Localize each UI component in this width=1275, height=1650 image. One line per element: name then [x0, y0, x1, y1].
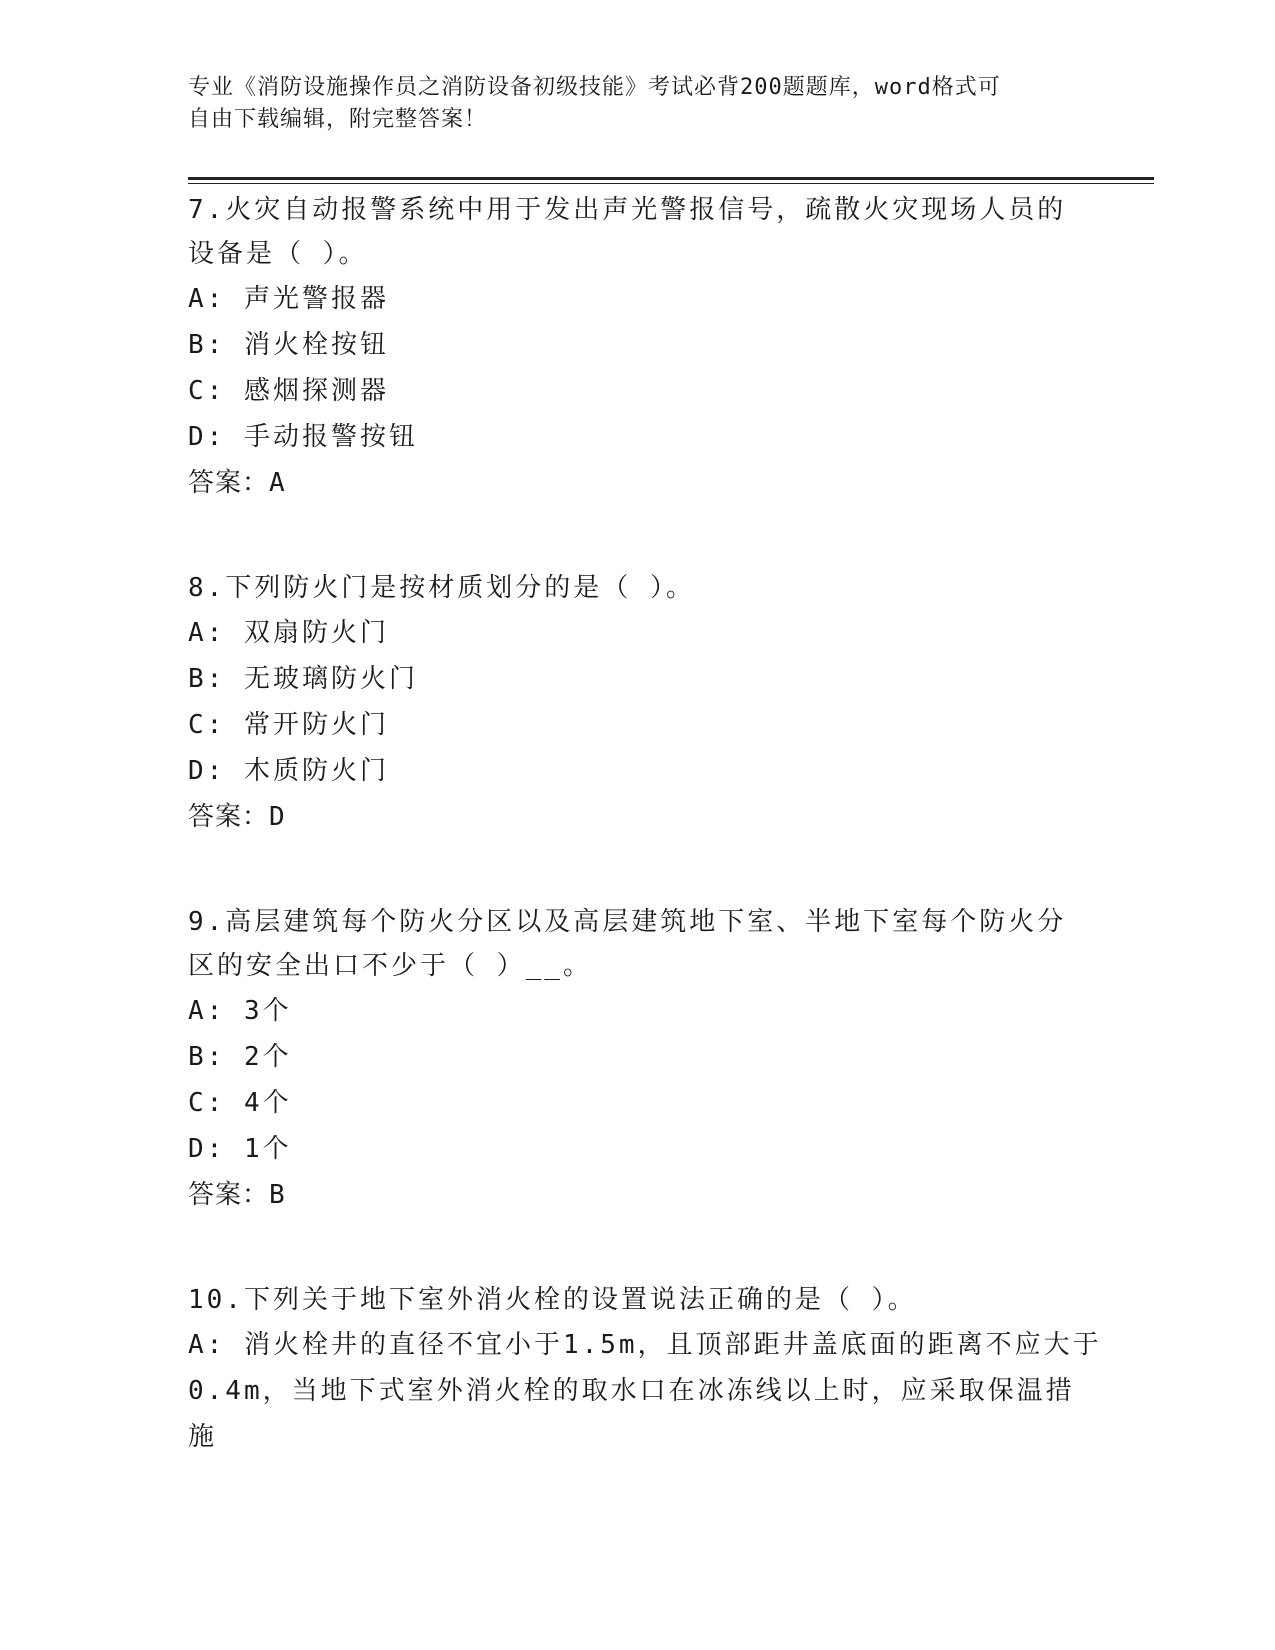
- question-line: 10.下列关于地下室外消火栓的设置说法正确的是（ ）。: [188, 1285, 917, 1315]
- document-header: [188, 72, 1088, 136]
- question-text: [188, 1278, 1088, 1322]
- question-line: 9.高层建筑每个防火分区以及高层建筑地下室、半地下室每个防火分: [188, 907, 1067, 937]
- question-line: 区的安全出口不少于（ ）__。: [188, 951, 592, 981]
- question-10: [188, 1278, 1102, 1460]
- option-a: A: 双扇防火门: [188, 618, 389, 648]
- header-divider-thin: [188, 183, 1154, 184]
- answer-value: B: [269, 1180, 286, 1210]
- option-b: B: 无玻璃防火门: [188, 664, 418, 694]
- answer-value: A: [269, 468, 286, 498]
- header-line-1: 专业《消防设施操作员之消防设备初级技能》考试必背200题题库，word格式可: [188, 75, 1001, 100]
- question-9: [188, 900, 1088, 1218]
- header-divider-thick: [188, 177, 1154, 180]
- answer-label: 答案：: [188, 1180, 270, 1210]
- option-c: C: 感烟探测器: [188, 376, 389, 406]
- answer: [188, 460, 1088, 506]
- answer-label: 答案：: [188, 802, 270, 832]
- question-7: [188, 188, 1088, 506]
- question-8: [188, 566, 1088, 840]
- question-list: [188, 188, 1102, 1520]
- answer: [188, 1172, 1088, 1218]
- answer-label: 答案：: [188, 468, 270, 498]
- option-a-continued: 0.4m，当地下式室外消火栓的取水口在冰冻线以上时，应采取保温措: [188, 1376, 1075, 1406]
- option-a: A: 消火栓井的直径不宜小于1.5m，且顶部距井盖底面的距离不应大于: [188, 1330, 1102, 1360]
- question-text: [188, 188, 1088, 276]
- option-c: C: 常开防火门: [188, 710, 389, 740]
- question-line: 7.火灾自动报警系统中用于发出声光警报信号，疏散火灾现场人员的: [188, 195, 1067, 225]
- option-d: D: 1个: [188, 1134, 292, 1164]
- option-a: A: 声光警报器: [188, 284, 389, 314]
- question-line: 8.下列防火门是按材质划分的是（ ）。: [188, 573, 695, 603]
- option-a-continued: 施: [188, 1422, 218, 1452]
- question-line: 设备是（ ）。: [188, 239, 368, 269]
- option-d: D: 手动报警按钮: [188, 422, 418, 452]
- header-line-2: 自由下载编辑，附完整答案！: [188, 107, 488, 132]
- option-d: D: 木质防火门: [188, 756, 389, 786]
- answer: [188, 794, 1088, 840]
- option-c: C: 4个: [188, 1088, 292, 1118]
- question-text: [188, 900, 1088, 988]
- question-text: [188, 566, 1088, 610]
- option-a: A: 3个: [188, 996, 292, 1026]
- answer-value: D: [269, 802, 286, 832]
- option-b: B: 2个: [188, 1042, 292, 1072]
- option-b: B: 消火栓按钮: [188, 330, 389, 360]
